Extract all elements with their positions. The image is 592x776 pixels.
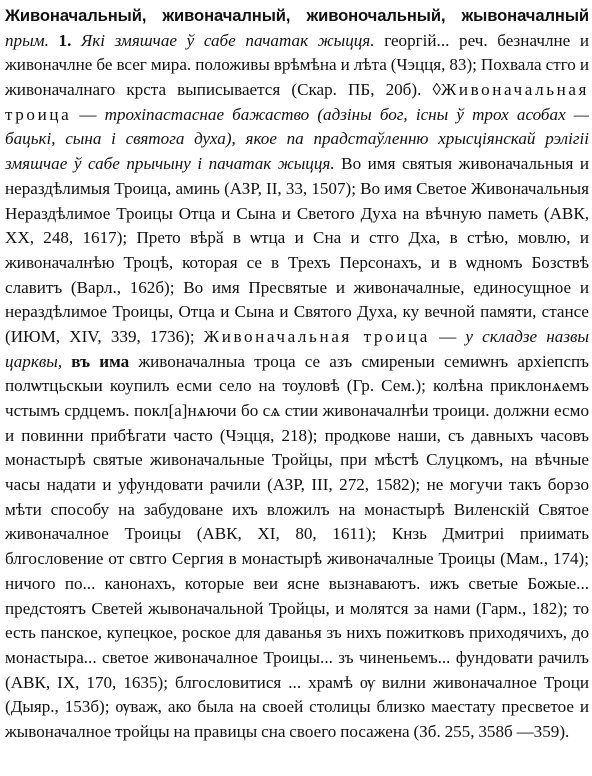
subentry-marker: ◊	[432, 80, 441, 100]
definition: Які змяшчае ў сабе пачатак жыцця.	[81, 30, 375, 50]
subentry-definition: трохіпастаснае бажаство (адзіны бог, існы ў трох асобах — бацькі, сына і святога духа), якое па прадстаўленню хрысціянскай рэлігіі змяшчае ў сабе прычыну і пачатак жыцця.	[5, 104, 589, 174]
subentry2-phrase: Живоначальная троица	[203, 326, 430, 346]
subentry2-definition: у складзе назвы царквы,	[5, 326, 590, 371]
dictionary-entry	[5, 4, 589, 745]
subentry-phrase: Живоначальная троица	[5, 80, 590, 124]
subentry2-lead-phrase: въ има	[71, 351, 130, 371]
example-quotations-3: живоначалныа троца се азъ смиреныи семиѡнъ архіепспъ полѡтцьскыи коупилъ есми село на тоуловѣ (Гр. Сем.); колѣна приклонѧемъ чстымъ срдцемъ. покл[а]нѧючи бо сѧ стии живоначалнѣи троици. должни есмо и повинни прибѣгати часто (Чэцця, 218); продкове наши, съ давныхъ часовъ монастырѣ святые живоначальные Тройцы, при мѣстѣ Слуцкомъ, на вѣчные часы надати и уфундовати рачили (АЗР, III, 272, 1582); не могучи такъ борзо мѣти способу на забудоване ихъ вложилъ на монастырѣ Виленскій Святое живоначалное Троицы (АВК, XI, 80, 1611); Кнзь Дмитриі приимать блгословение от свтго Сергия в монастырѣ живоначалные Троицы (Мам., 174); ничого по... канонахъ, которые веи ясне вызнаваютъ. ижъ светые Божые... предстоятъ Светей жывоначальной Тройцы, и молятся за нами (Гарм., 182); то есть панское, купецкое, роское для даванья зъ нихъ пожитковъ приходячихъ, до монастыра... светое живоначалное Троицы... зъ чиненьемъ... фундовати рачилъ (АВК, IX, 170, 1635); блгословитися ... храмѣ ѹ вилни живоначалное Троци (Дыяр., 153б); ѹваж, ако была на своей столицы близко маестату пресветое и жывоначалное тройцы на правицы сна своего посажена (Зб. 255, 358б —359).	[5, 351, 590, 741]
subentry2-dash: —	[429, 326, 466, 346]
headword: Живоначальный, живоначалный, живоночальный, жывоначалный	[5, 6, 589, 25]
sense-number: 1.	[58, 30, 72, 50]
example-quotations-2: Во имя святыя живоначальныя и нераздѣлимыя Троица, аминь (АЗР, II, 33, 1507); Во имя Светое Живоначальныя Нераздѣлимое Троицы Отца и Сына и Светого Духа на вѣчную паметь (АВК, XX, 248, 1617); Прето вѣрӑ в ѡтца и Сна и стго Дха, в стѣю, мовлю, и живоначалнѣю Троцѣ, которая се в Трехъ Персонахъ, и в ѡдномъ Бозствѣ славитъ (Варл., 162б); Во имя Пресвятые и живоначалные, единосущное и нераздѣлимое Троицы, Отца и Сына и Святого Духа, ку вечной памяти, стансе (ИЮМ, XIV, 339, 1736);	[5, 154, 590, 346]
subentry-dash: —	[71, 104, 105, 124]
part-of-speech: прым.	[5, 30, 49, 50]
example-quotations-1: георгій... реч. безначлне и живоначлне бе всег мира. положивы врѣмѣна и лѣта (Чэцця, 83); Похвала стго и живоначалнаго крста выписывается (Скар. ПБ, 20б).	[5, 30, 590, 100]
